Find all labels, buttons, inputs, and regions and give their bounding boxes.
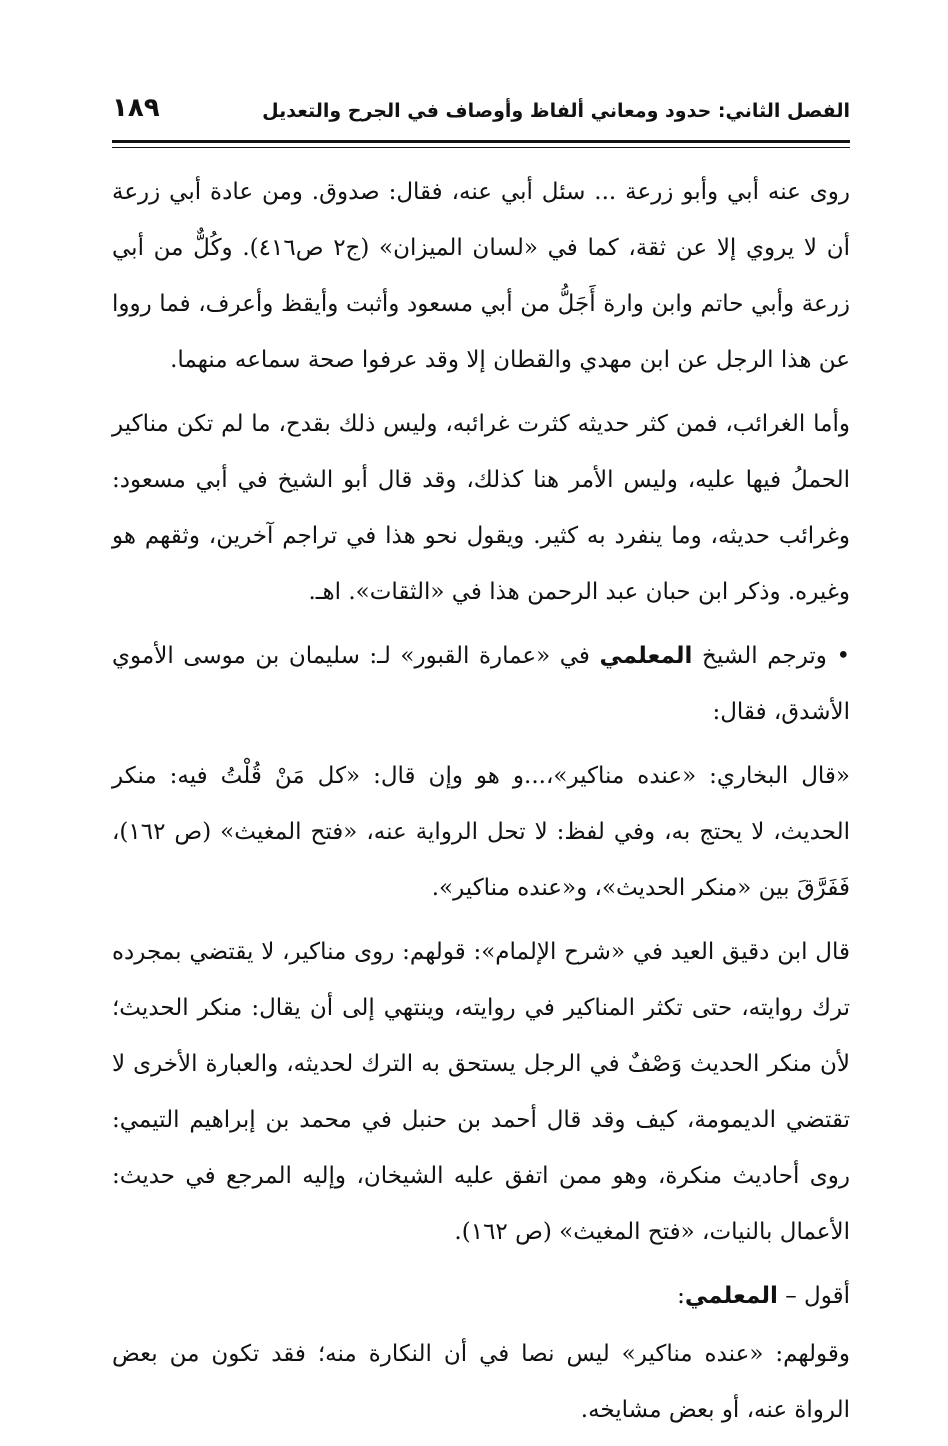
page-number: ١٨٩ [112, 93, 160, 123]
author-name: المعلمي [599, 643, 693, 669]
header-rule-thick [112, 140, 850, 143]
paragraph-6-colon: : [677, 1283, 685, 1309]
paragraph-3 [112, 628, 850, 740]
header-rule-thin [112, 147, 850, 148]
paragraph-1: روى عنه أبي وأبو زرعة ... سئل أبي عنه، فقال: صدوق. ومن عادة أبي زرعة أن لا يروي إلا عن ثقة، كما في «لسان الميزان» (ج٢ ص٤١٦). وكُلٌّ من أبي زرعة وأبي حاتم وابن وارة أَجَلُّ من أبي مسعود وأثبت وأيقظ وأعرف، فما رووا عن هذا الرجل عن ابن مهدي والقطان إلا وقد عرفوا صحة سماعه منهما. [112, 179, 850, 373]
paragraph-6-lead: أقول – [785, 1283, 850, 1309]
chapter-title: الفصل الثاني: حدود ومعاني ألفاظ وأوصاف في الجرح والتعديل [262, 100, 850, 122]
paragraph-2: وأما الغرائب، فمن كثر حديثه كثرت غرائبه، وليس ذلك بقدح، ما لم تكن مناكير الحملُ فيها عليه، وليس الأمر هنا كذلك، وقد قال أبو الشيخ في أبي مسعود: وغرائب حديثه، وما ينفرد به كثير. ويقول نحو هذا في تراجم آخرين، وثقهم هو وغيره. وذكر ابن حبان عبد الرحمن هذا في «الثقات». اهـ. [112, 411, 850, 605]
paragraph-4-quote: «قال البخاري: «عنده مناكير»،...و هو وإن قال: «كل مَنْ قُلْتُ فيه: منكر الحديث، لا يحتج به، وفي لفظ: لا تحل الرواية عنه، «فتح المغيث» (ص ١٦٢)، فَفَرَّقَ بين «منكر الحديث»، و«عنده مناكير». [112, 763, 850, 901]
page-header [112, 92, 850, 132]
paragraph-5: قال ابن دقيق العيد في «شرح الإلمام»: قولهم: روى مناكير، لا يقتضي بمجرده ترك روايته، حتى تكثر المناكير في روايته، وينتهي إلى أن يقال: منكر الحديث؛ لأن منكر الحديث وَصْفٌ في الرجل يستحق به الترك لحديثه، والعبارة الأخرى لا تقتضي الديمومة، كيف وقد قال أحمد بن حنبل في محمد بن إبراهيم التيمي: روى أحاديث منكرة، وهو ممن اتفق عليه الشيخان، وإليه المرجع في حديث: الأعمال بالنيات، «فتح المغيث» (ص ١٦٢). [112, 939, 850, 1245]
paragraph-7: وقولهم: «عنده مناكير» ليس نصا في أن النكارة منه؛ فقد تكون من بعض الرواة عنه، أو بعض مشايخه. [112, 1341, 850, 1423]
paragraph-3-lead: • وترجم الشيخ [701, 643, 851, 669]
paragraph-6 [112, 1268, 850, 1324]
page-body [112, 164, 850, 1446]
paragraph-3-rest: في «عمارة القبور» لـ: سليمان بن موسى الأموي الأشدق، فقال: [112, 643, 850, 725]
author-name-2: المعلمي [684, 1283, 778, 1309]
